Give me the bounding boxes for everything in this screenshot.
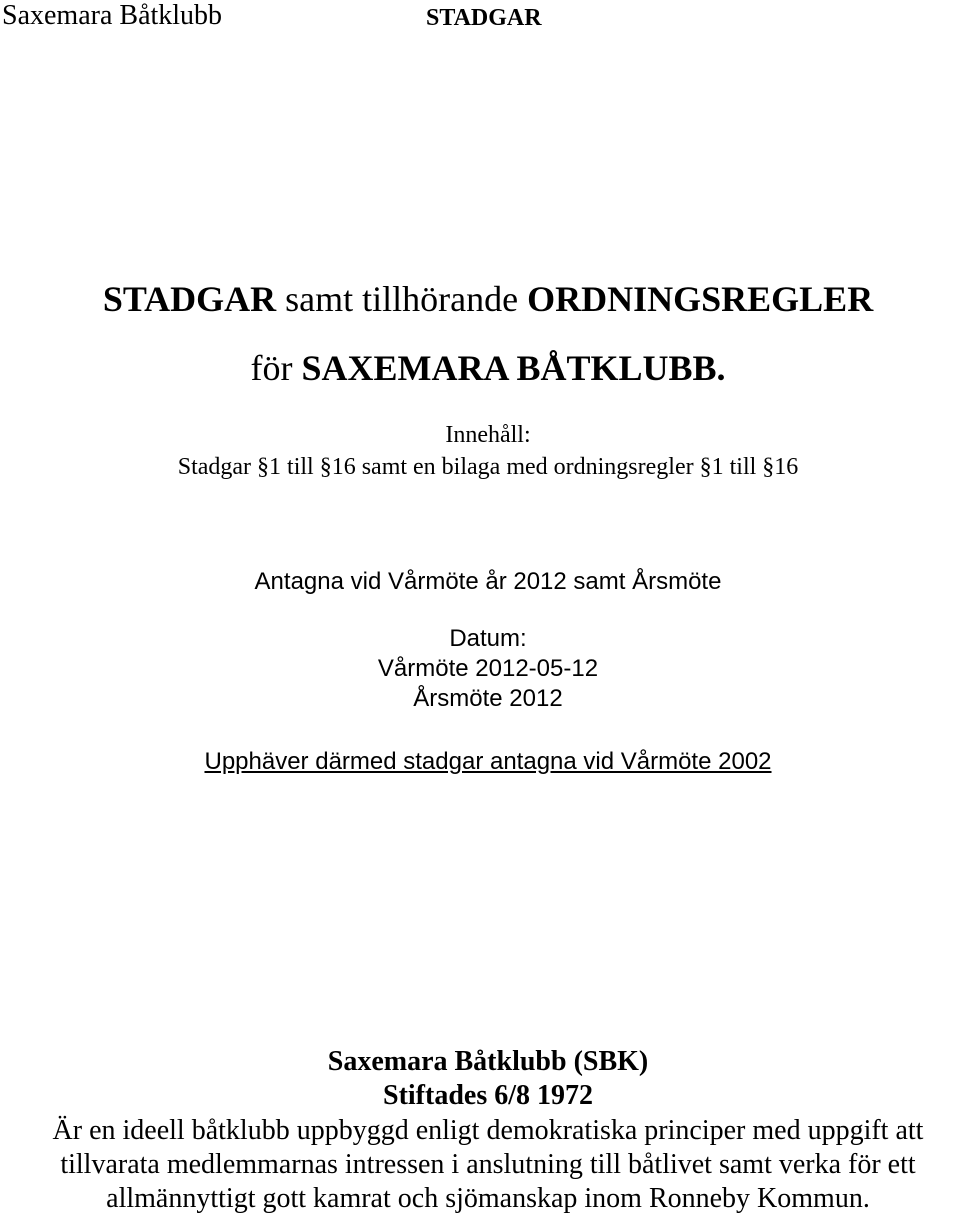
title-for: för: [250, 348, 302, 388]
club-full-name: Saxemara Båtklubb (SBK): [327, 1046, 649, 1077]
adoption-statement: Antagna vid Vårmöte år 2012 samt Årsmöte: [254, 568, 722, 595]
club-description-line: Är en ideell båtklubb uppbyggd enligt demokratiska principer med uppgift att: [52, 1115, 924, 1146]
repeal-statement: [0, 746, 960, 778]
spring-meeting-date: Vårmöte 2012-05-12: [377, 655, 599, 682]
page-header: [0, 0, 960, 40]
header-club-name: Saxemara Båtklubb: [2, 0, 223, 31]
club-founded: Stiftades 6/8 1972: [383, 1080, 593, 1111]
document-title-line2: [0, 347, 960, 389]
club-description: [0, 1114, 960, 1216]
title-club: SAXEMARA BÅTKLUBB.: [301, 348, 726, 388]
date-label: Datum:: [449, 625, 527, 652]
contents-text: Stadgar §1 till §16 samt en bilaga med ordningsregler §1 till §16: [177, 454, 799, 480]
club-description-line: tillvarata medlemmarnas intressen i anslutning till båtlivet samt verka för ett: [60, 1149, 916, 1180]
annual-meeting-date: Årsmöte 2012: [413, 685, 563, 712]
document-title-line1: [0, 278, 960, 320]
adoption-dates: [0, 624, 960, 714]
title-stadgar: STADGAR: [102, 279, 277, 319]
header-doc-label: STADGAR: [426, 5, 542, 31]
table-of-contents: [0, 419, 960, 483]
title-ordningsregler: ORDNINGSREGLER: [527, 279, 874, 319]
repeal-text: Upphäver därmed stadgar antagna vid Vårmöte 2002: [204, 748, 772, 775]
contents-heading: Innehåll:: [445, 422, 531, 448]
title-connector: samt tillhörande: [276, 279, 528, 319]
club-description-line: allmännyttigt gott kamrat och sjömanskap inom Ronneby Kommun.: [106, 1183, 870, 1214]
